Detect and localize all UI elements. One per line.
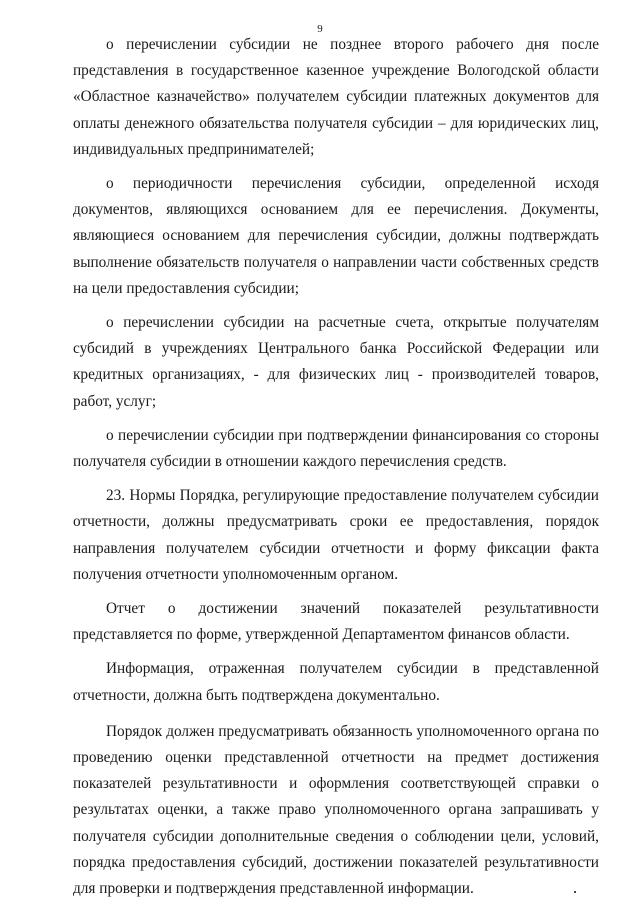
paragraph-transfer-accounts: о перечислении субсидии на расчетные счета, открытые получателям субсидий в учреждениях Центрального банка Российской Федерации или кредитных организациях, - для физических лиц - производителей товаров, работ, услуг; [73, 314, 599, 410]
page-number: 9 [317, 23, 323, 35]
paragraph-transfer-periodicity: о периодичности перечисления субсидии, определенной исходя документов, являющихся основанием для ее перечисления. Документы, являющиеся основанием для перечисления субсидии, должны подтверждать выполнение обязательств получателя о направлении части собственных средств на цели предоставления субсидии; [73, 175, 599, 297]
paragraph-clause-23: 23. Нормы Порядка, регулирующие предоставление получателем субсидии отчетности, должны предусматривать сроки ее предоставления, порядок направления получателем субсидии отчетности и форму фиксации факта получения отчетности уполномоченным органом. [73, 487, 599, 583]
paragraph-transfer-confirmation: о перечислении субсидии при подтверждении финансирования со стороны получателя субсидии в отношении каждого перечисления средств. [73, 426, 599, 471]
paragraph-transfer-timing: о перечислении субсидии не позднее второго рабочего дня после представления в государственное казенное учреждение Вологодской области «Областное казначейство» получателем субсидии платежных документов для оплаты денежного обязательства получателя субсидии – для юридических лиц, индивидуальных предпринимателей; [73, 36, 599, 158]
scan-speck [574, 891, 576, 893]
paragraph-information-confirmation: Информация, отраженная получателем субсидии в представленной отчетности, должна быть подтверждена документально. [73, 660, 599, 704]
document-body [73, 32, 599, 902]
paragraph-evaluation-procedure: Порядок должен предусматривать обязанность уполномоченного органа по проведению оценки представленной отчетности на предмет достижения показателей результативности и оформления соответствующей справки о результатах оценки, а также право уполномоченного органа запрашивать у получателя субсидии дополнительные сведения о соблюдении цели, условий, порядка предоставления субсидий, достижении показателей результативности для проверки и подтверждения представленной информации. [73, 722, 599, 898]
paragraph-report-form: Отчет о достижении значений показателей результативности представляется по форме, утвержденной Департаментом финансов области. [73, 600, 599, 644]
